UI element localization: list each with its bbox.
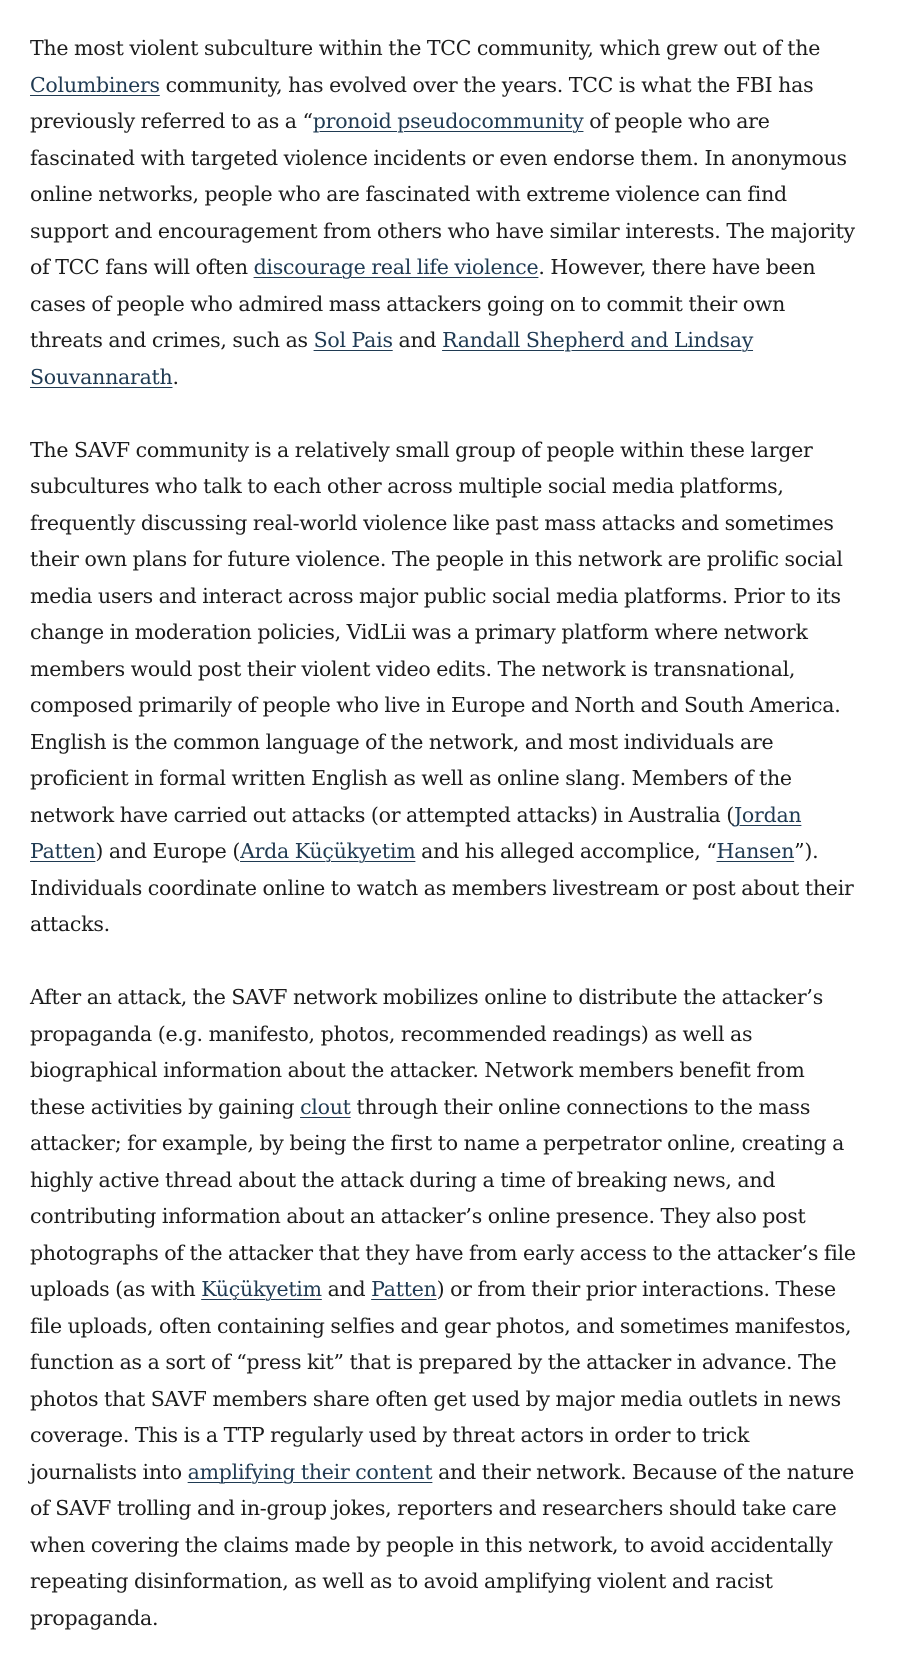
link-patten[interactable]: Patten <box>371 1277 437 1301</box>
text-run: of people who are fascinated with targeted violence incidents or even endorse them. In anonymous online networks, people who are fascinated with extreme violence can find support and encouragement from others who have similar interests. The majority of TCC fans will often <box>30 109 855 279</box>
link-discourage-real-life-violence[interactable]: discourage real life violence <box>253 255 539 279</box>
link-amplifying-their-content[interactable]: amplifying their content <box>187 1459 433 1484</box>
link-clout[interactable]: clout <box>300 1094 351 1119</box>
text-run: . However, there have been cases of people who admired mass attackers going on to commit their own threats and crimes, such as <box>30 255 816 352</box>
link-kucukyetim[interactable]: Küçükyetim <box>201 1277 322 1301</box>
text-run: The most violent subculture within the TCC community, which grew out of the <box>30 36 821 60</box>
text-run: and <box>392 328 443 352</box>
paragraph-savf-community <box>30 432 859 943</box>
text-run: and <box>321 1277 372 1301</box>
text-run: ) and Europe ( <box>95 839 241 863</box>
text-run: After an attack, the SAVF network mobilizes online to distribute the attacker’s propaganda (e.g. manifesto, photos, recommended readings) as well as biographical information about the attacker. Network members benefit from these activities by gaining <box>30 985 823 1119</box>
text-run: community, has evolved over the years. TCC is what the FBI has previously referred to as a “ <box>30 72 814 133</box>
link-jordan-patten[interactable]: Jordan Patten <box>30 802 802 863</box>
link-pronoid-pseudocommunity[interactable]: pronoid pseudocommunity <box>312 109 584 133</box>
text-run: and his alleged accomplice, “ <box>415 839 717 863</box>
text-run: and their network. Because of the nature of SAVF trolling and in-group jokes, reporters and researchers should take care when covering the claims made by people in this network, to avoid accidentally repeating disinformation, as well as to avoid amplifying violent and racist propaganda. <box>30 1459 854 1630</box>
link-hansen[interactable]: Hansen <box>716 839 795 863</box>
text-run: through their online connections to the mass attacker; for example, by being the first to name a perpetrator online, creating a highly active thread about the attack during a time of breaking news, and contributing information about an attacker’s online presence. They also post photographs of the attacker that they have from early access to the attacker’s file uploads (as with <box>30 1094 856 1301</box>
link-columbiners[interactable]: Columbiners <box>30 72 160 97</box>
text-run: The SAVF community is a relatively small group of people within these larger subcultures who talk to each other across multiple social media platforms, frequently discussing real-world violence like past mass attacks and sometimes their own plans for future violence. The people in this network are prolific social media users and interact across major public social media platforms. Prior to its change in moderation policies, VidLii was a primary platform where network members would post their violent video edits. The network is transnational, composed primarily of people who live in Europe and North and South America. English is the common language of the network, and most individuals are proficient in formal written English as well as online slang. Members of the network have carried out attacks (or attempted attacks) in Australia ( <box>30 437 843 827</box>
text-run: ) or from their prior interactions. These file uploads, often containing selfies and gear photos, and sometimes manifestos, function as a sort of “press kit” that is prepared by the attacker in advance. The photos that SAVF members share often get used by major media outlets in news coverage. This is a TTP regularly used by threat actors in order to trick journalists into <box>30 1277 852 1484</box>
text-run: . <box>172 364 179 389</box>
link-randall-shepherd-lindsay-souvannarath[interactable]: Randall Shepherd and Lindsay Souvannarath <box>30 328 754 389</box>
link-sol-pais[interactable]: Sol Pais <box>313 328 393 352</box>
link-arda-kucukyetim[interactable]: Arda Küçükyetim <box>240 839 416 863</box>
text-run: ”). Individuals coordinate online to watch as members livestream or post about their attacks. <box>30 839 854 936</box>
paragraph-tcc-subculture <box>30 30 859 395</box>
paragraph-after-attack <box>30 979 859 1636</box>
